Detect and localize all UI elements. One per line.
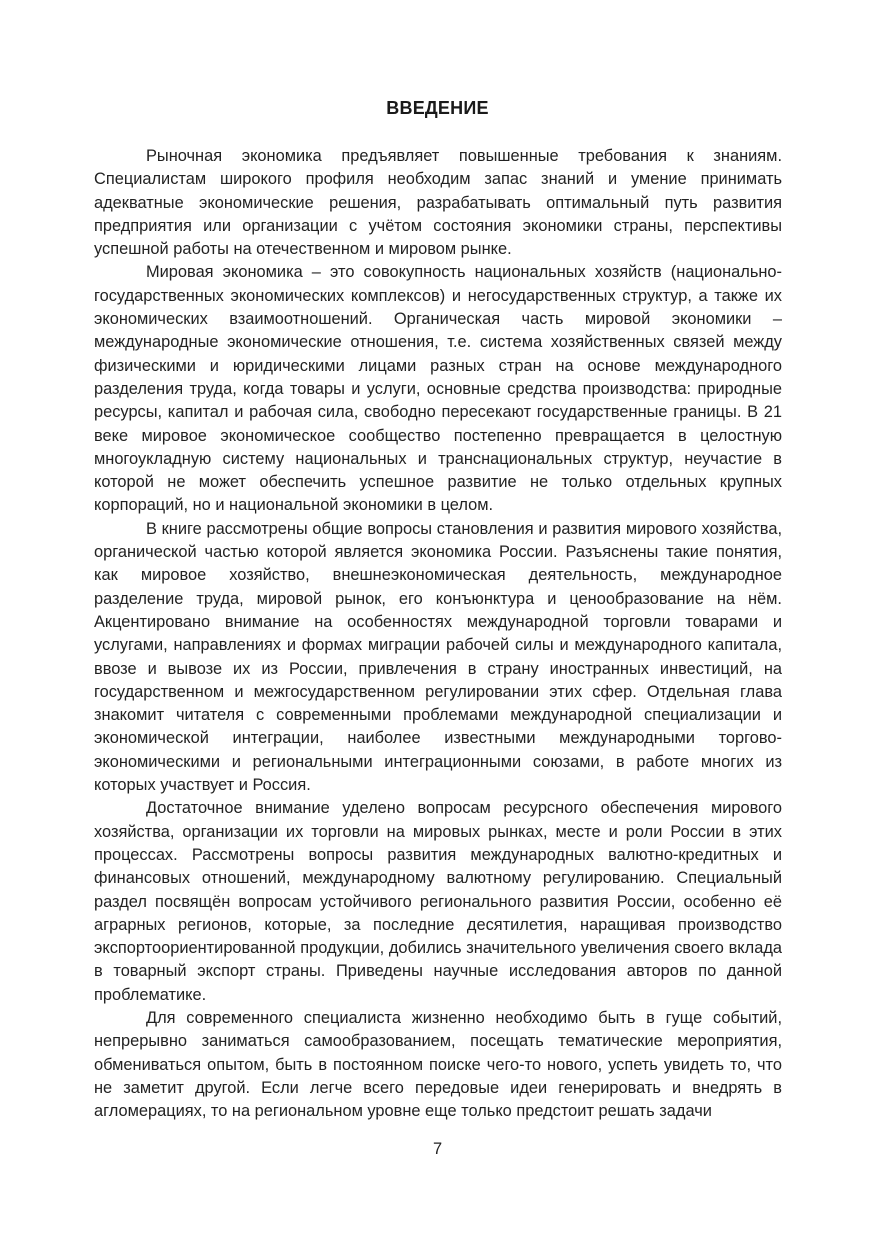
paragraph-world-economy: Мировая экономика – это совокупность национальных хозяйств (национально-государственных экономических комплексов) и негосударственных структур, а также их экономических взаимоотношений. Органическая часть мировой экономики – международные экономические отношения, т.е. система хозяйственных связей между физическими и юридическими лицами разных стран на основе международного разделения труда, когда товары и услуги, основные средства производства: природные ресурсы, капитал и рабочая сила, свободно пересекают государственные границы. В 21 веке мировое экономическое сообщество постепенно превращается в целостную многоукладную систему национальных и транснациональных структур, неучастие в которой не может обеспечить успешное развитие не только отдельных крупных корпораций, но и национальной экономики в целом. bbox=[94, 263, 782, 515]
paragraph-market-economy: Рыночная экономика предъявляет повышенные требования к знаниям. Специалистам широкого профиля необходим запас знаний и умение принимать адекватные экономические решения, разрабатывать оптимальный путь развития предприятия или организации с учётом состояния экономики страны, перспективы успешной работы на отечественном и мировом рынке. bbox=[94, 147, 782, 259]
paragraph-book-overview: В книге рассмотрены общие вопросы становления и развития мирового хозяйства, органической частью которой является экономика России. Разъяснены такие понятия, как мировое хозяйство, внешнеэкономическая деятельность, международное разделение труда, мировой рынок, его конъюнктура и ценообразование на нём. Акцентировано внимание на особенностях международной торговли товарами и услугами, направлениях и формах миграции рабочей силы и международного капитала, ввозе и вывозе их из России, привлечения в страну иностранных инвестиций, на государственном и межгосударственном регулировании этих сфер. Отдельная глава знакомит читателя с современными проблемами международной специализации и экономической интеграции, наиболее известными международными торгово-экономическими и региональными интеграционными союзами, в работе многих из которых участвует и Россия. bbox=[94, 519, 782, 795]
paragraph-modern-specialist: Для современного специалиста жизненно необходимо быть в гуще событий, непрерывно заниматься самообразованием, посещать тематические мероприятия, обмениваться опытом, быть в постоянном поиске чего-то нового, успеть увидеть то, что не заметит другой. Если легче всего передовые идеи генерировать и внедрять в агломерациях, то на региональном уровне еще только предстоит решать задачи bbox=[94, 1008, 782, 1121]
page-title: ВВЕДЕНИЕ bbox=[386, 98, 489, 118]
page-number: 7 bbox=[432, 1140, 443, 1158]
paragraph-resources: Достаточное внимание уделено вопросам ресурсного обеспечения мирового хозяйства, организации их торговли на мировых рынках, месте и роли России в этих процессах. Рассмотрены вопросы развития международных валютно-кредитных и финансовых отношений, международному валютному регулированию. Специальный раздел посвящён вопросам устойчивого регионального развития России, особенно её аграрных регионов, которые, за последние десятилетия, наращивая производство экспортоориентированной продукции, добились значительного увеличения своего вклада в товарный экспорт страны. Приведены научные исследования авторов по данной проблематике. bbox=[94, 799, 782, 1004]
body-text bbox=[94, 145, 782, 1123]
